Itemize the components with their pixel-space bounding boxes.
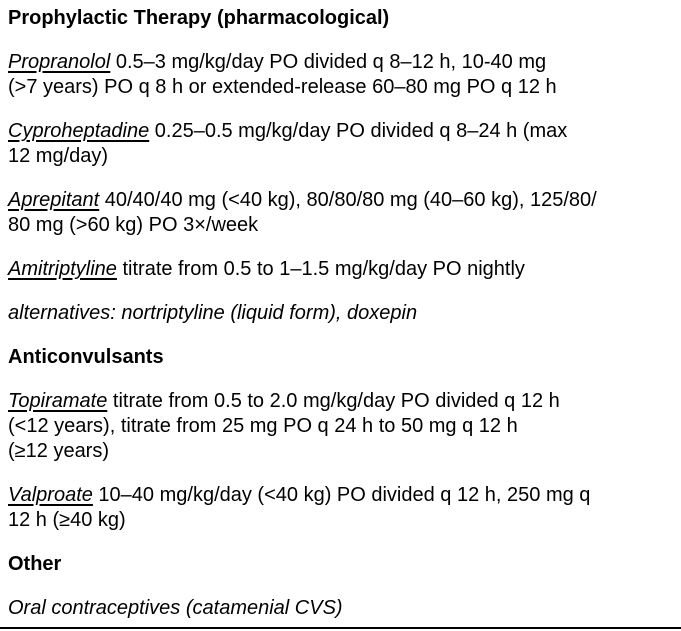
entry-line: 12 mg/day)	[8, 145, 109, 167]
entry-line: (<12 years), titrate from 25 mg PO q 24 h to 50 mg q 12 h	[8, 415, 518, 437]
entry-line: 10–40 mg/kg/day (<40 kg) PO divided q 12 h, 250 mg q	[92, 484, 591, 506]
table-bottom-rule	[0, 627, 681, 629]
heading-other: Other	[8, 553, 62, 575]
drug-name-amitriptyline: Amitriptyline	[8, 258, 117, 280]
entry-valproate	[8, 483, 675, 533]
entry-line: 0.25–0.5 mg/kg/day PO divided q 8–24 h (max	[149, 120, 568, 142]
entry-line: 12 h (≥40 kg)	[8, 509, 126, 531]
heading-prophylactic-therapy: Prophylactic Therapy (pharmacological)	[8, 7, 390, 29]
note-alternatives: alternatives: nortriptyline (liquid form), doxepin	[8, 302, 418, 324]
entry-amitriptyline	[8, 257, 675, 282]
entry-line: 0.5–3 mg/kg/day PO divided q 8–12 h, 10-40 mg	[110, 51, 547, 73]
entry-topiramate	[8, 389, 675, 464]
entry-line: 80 mg (>60 kg) PO 3×/week	[8, 214, 259, 236]
entry-aprepitant	[8, 188, 675, 238]
drug-name-cyproheptadine: Cyproheptadine	[8, 120, 150, 142]
drug-name-topiramate: Topiramate	[8, 390, 108, 412]
entry-line: (>7 years) PO q 8 h or extended-release 60–80 mg PO q 12 h	[8, 76, 557, 98]
entry-propranolol	[8, 50, 675, 100]
drug-name-valproate: Valproate	[8, 484, 93, 506]
heading-anticonvulsants: Anticonvulsants	[8, 346, 164, 368]
drug-name-aprepitant: Aprepitant	[8, 189, 100, 211]
entry-line: titrate from 0.5 to 1–1.5 mg/kg/day PO nightly	[116, 258, 525, 280]
entry-cyproheptadine	[8, 119, 675, 169]
note-oral-contraceptives: Oral contraceptives (catamenial CVS)	[8, 597, 343, 619]
entry-line: titrate from 0.5 to 2.0 mg/kg/day PO divided q 12 h	[107, 390, 560, 412]
drug-name-propranolol: Propranolol	[8, 51, 111, 73]
entry-line: (≥12 years)	[8, 440, 110, 462]
entry-line: 40/40/40 mg (<40 kg), 80/80/80 mg (40–60 kg), 125/80/	[99, 189, 597, 211]
